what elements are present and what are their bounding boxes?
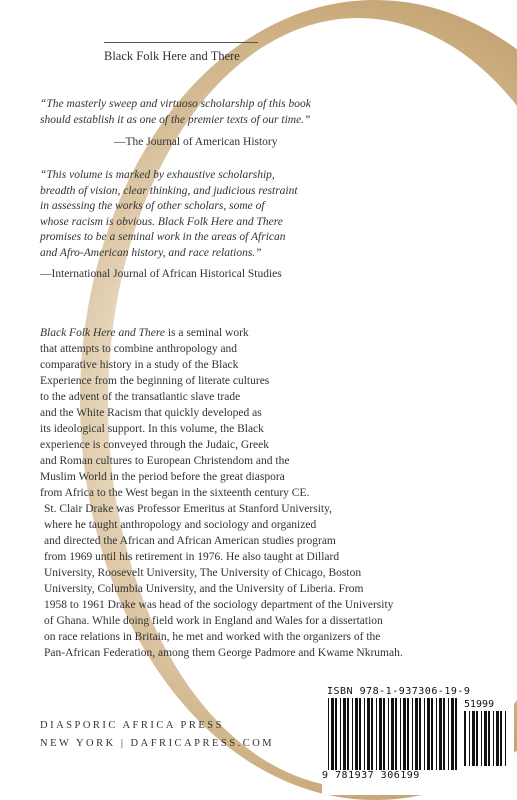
author-bio [44, 501, 484, 661]
description-line: Experience from the beginning of literate cultures [40, 375, 270, 387]
isbn-label: ISBN 978-1-937306-19-9 [327, 686, 471, 697]
ean-barcode [328, 698, 460, 770]
barcode-bar [335, 698, 337, 770]
barcode-bar [340, 698, 341, 770]
description-line: experience is conveyed through the Judaic, Greek [40, 439, 269, 451]
description-first-line-rest: is a seminal work [164, 327, 249, 339]
quote-1-attribution: —The Journal of American History [114, 136, 278, 148]
barcode-bar [469, 711, 470, 766]
barcode-bar [481, 711, 482, 766]
barcode-bar [500, 711, 502, 766]
barcode-bar [328, 698, 329, 770]
publisher-location-url: NEW YORK | DAFRICAPRESS.COM [40, 738, 275, 749]
barcode-bar [379, 698, 382, 770]
barcode-bar [391, 698, 394, 770]
barcode-bar [484, 711, 487, 766]
quote-line: “This volume is marked by exhaustive scholarship, [40, 169, 275, 181]
barcode-bar [331, 698, 334, 770]
barcode-bar [407, 698, 409, 770]
review-quote-2 [40, 168, 340, 261]
ean-digits: 9 781937 306199 [322, 770, 420, 781]
barcode-bar [493, 711, 494, 766]
description-line: and the White Racism that quickly developed as [40, 407, 262, 419]
barcode-bar [464, 711, 466, 766]
barcode-bar [352, 698, 353, 770]
description-line: to the advent of the transatlantic slave trade [40, 391, 241, 403]
barcode-bar [472, 711, 475, 766]
quote-line: breadth of vision, clear thinking, and judicious restraint [40, 184, 298, 197]
description-line: Muslim World in the period before the great diaspora [40, 471, 285, 483]
quote-line: promises to be a seminal work in the areas of African [40, 231, 286, 243]
book-description [40, 325, 480, 501]
bio-line: of Ghana. While doing field work in England and Wales for a dissertation [44, 615, 383, 627]
barcode-bar [347, 698, 349, 770]
barcode-bar [424, 698, 425, 770]
bio-line: and directed the African and African American studies program [44, 535, 336, 547]
barcode-bar [371, 698, 373, 770]
barcode-bar [383, 698, 385, 770]
description-first-line [40, 325, 480, 341]
series-title: Black Folk Here and There [104, 49, 240, 63]
barcode-bar [448, 698, 449, 770]
barcode-bar [476, 711, 478, 766]
quote-line: should establish it as one of the premier texts of our time.” [40, 113, 311, 126]
quote-2-attribution: —International Journal of African Historical Studies [40, 268, 282, 280]
quote-line: and Afro-American history, and race relations.” [40, 246, 262, 259]
barcode-bar [403, 698, 406, 770]
barcode-bar [496, 711, 499, 766]
barcode-bar [364, 698, 365, 770]
barcode-bar [455, 698, 457, 770]
barcode-bar [395, 698, 397, 770]
price-barcode [464, 711, 512, 766]
review-quote-1 [40, 97, 340, 128]
barcode-bar [451, 698, 454, 770]
barcode-bar [439, 698, 442, 770]
publisher-name: DIASPORIC AFRICA PRESS [40, 720, 224, 731]
barcode-bar [505, 711, 506, 766]
book-title-inline: Black Folk Here and There [40, 327, 165, 339]
barcode-bar [431, 698, 433, 770]
description-line: and Roman cultures to European Christendom and the [40, 455, 290, 467]
bio-line: from 1969 until his retirement in 1976. He also taught at Dillard [44, 551, 340, 563]
barcode-bar [355, 698, 358, 770]
barcode-bar [443, 698, 445, 770]
bio-line: University, Roosevelt University, The University of Chicago, Boston [44, 567, 362, 579]
barcode-bar [367, 698, 370, 770]
bio-line: 1958 to 1961 Drake was head of the sociology department of the University [44, 599, 394, 611]
barcode-bar [436, 698, 437, 770]
barcode-bar [376, 698, 377, 770]
description-line: from Africa to the West began in the sixteenth century CE. [40, 487, 310, 499]
barcode-bar [488, 711, 490, 766]
bio-line: University, Columbia University, and the University of Liberia. From [44, 583, 364, 595]
bio-line: St. Clair Drake was Professor Emeritus at Stanford University, [44, 503, 332, 515]
barcode-bar [419, 698, 421, 770]
barcode-bar [412, 698, 413, 770]
description-line: its ideological support. In this volume, the Black [40, 423, 264, 435]
series-rule [104, 42, 258, 43]
barcode-bar [343, 698, 346, 770]
description-line: comparative history in a study of the Black [40, 359, 239, 371]
price-code: 51999 [464, 699, 495, 710]
barcode-bar [427, 698, 430, 770]
barcode-bar [388, 698, 389, 770]
barcode-bar [400, 698, 401, 770]
barcode-bar [359, 698, 361, 770]
barcode-bar [415, 698, 418, 770]
bio-line: where he taught anthropology and sociology and organized [44, 519, 317, 531]
quote-line: “The masterly sweep and virtuoso scholarship of this book [40, 98, 311, 110]
bio-line: Pan-African Federation, among them George Padmore and Kwame Nkrumah. [44, 647, 403, 659]
quote-line: whose racism is obvious. Black Folk Here and There [40, 215, 283, 228]
bio-line: on race relations in Britain, he met and worked with the organizers of the [44, 631, 381, 643]
quote-line: in assessing the works of other scholars, some of [40, 200, 265, 212]
description-line: that attempts to combine anthropology and [40, 343, 238, 355]
